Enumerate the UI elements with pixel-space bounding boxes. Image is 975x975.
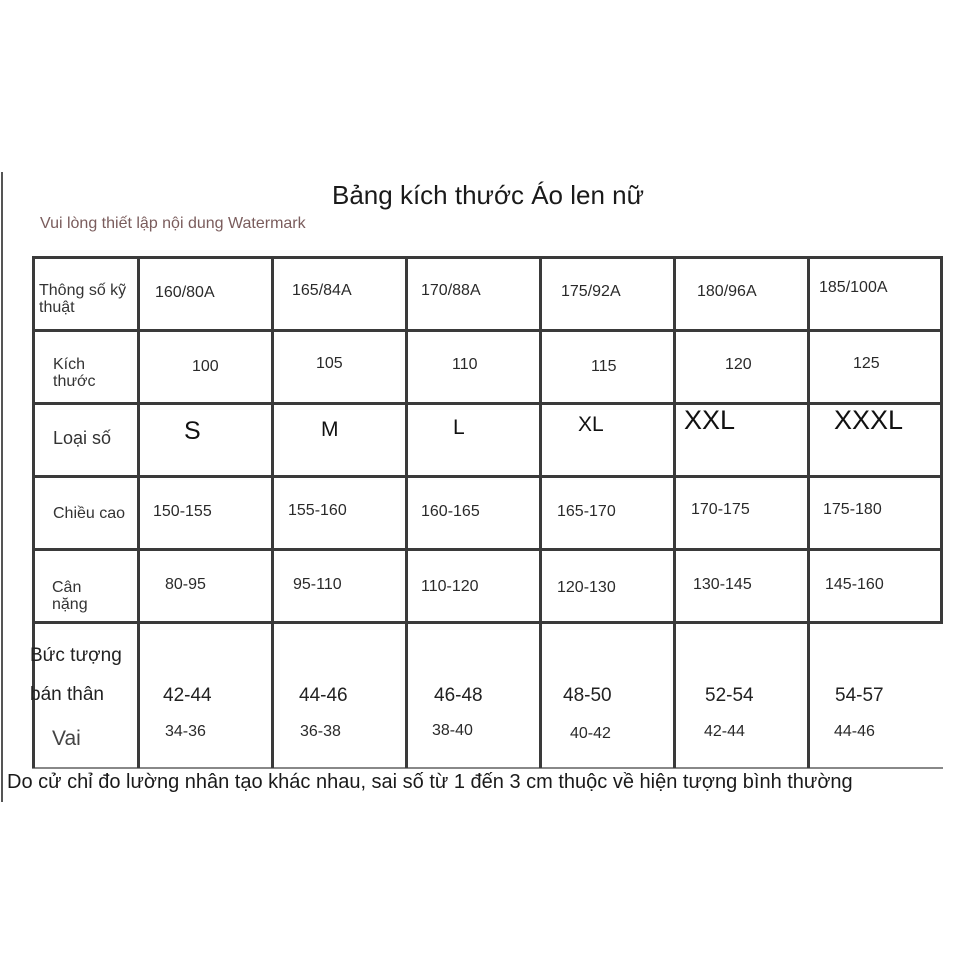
cell-spec: 160/80A [155, 284, 215, 301]
cell-height: 150-155 [153, 503, 212, 520]
row-label-spec: Thông số kỹ thuật [39, 282, 127, 316]
cell-height: 165-170 [557, 503, 616, 520]
row-label-bust-2: bán thân [30, 684, 104, 705]
row-label-bust-1: Bức tượng [30, 645, 122, 666]
cell-spec: 185/100A [819, 279, 888, 296]
cell-shoulder: 44-46 [834, 723, 875, 740]
row-label-weight: Cân nặng [52, 579, 88, 613]
cell-shoulder: 40-42 [570, 725, 611, 742]
cell-bust: 44-46 [299, 685, 348, 706]
cell-weight: 130-145 [693, 576, 752, 593]
table-rule [405, 256, 408, 768]
cell-type: XXL [684, 405, 736, 435]
cell-weight: 95-110 [293, 576, 342, 593]
cell-type: M [321, 418, 339, 441]
cell-type: XL [578, 413, 604, 436]
cell-type: L [453, 416, 465, 439]
cell-spec: 170/88A [421, 282, 481, 299]
row-label-type: Loại số [53, 428, 112, 448]
cell-weight: 145-160 [825, 576, 884, 593]
cell-size: 105 [316, 355, 343, 372]
cell-weight: 120-130 [557, 579, 616, 596]
watermark-text: Vui lòng thiết lập nội dung Watermark [40, 215, 306, 232]
cell-height: 170-175 [691, 501, 750, 518]
footnote: Do cử chỉ đo lường nhân tạo khác nhau, sai số từ 1 đến 3 cm thuộc về hiện tượng bình thường [7, 771, 853, 793]
cell-bust: 52-54 [705, 685, 754, 706]
table-rule [539, 256, 542, 768]
cell-size: 115 [591, 358, 617, 375]
table-rule [271, 256, 274, 768]
cell-height: 175-180 [823, 501, 882, 518]
cell-size: 100 [192, 358, 219, 375]
cell-bust: 54-57 [835, 685, 884, 706]
row-label-height: Chiều cao [53, 505, 126, 522]
cell-shoulder: 42-44 [704, 723, 745, 740]
cell-weight: 110-120 [421, 578, 479, 595]
cell-shoulder: 34-36 [165, 723, 206, 740]
row-label-size: Kích thước [53, 356, 96, 390]
table-rule [673, 256, 676, 768]
cell-spec: 180/96A [697, 283, 757, 300]
cell-bust: 48-50 [563, 685, 612, 706]
cell-type: XXXL [834, 405, 904, 435]
cell-shoulder: 38-40 [432, 722, 473, 739]
table-rule [940, 256, 943, 622]
cell-size: 110 [452, 356, 478, 373]
cell-spec: 175/92A [561, 283, 621, 300]
cell-shoulder: 36-38 [300, 723, 341, 740]
cell-height: 155-160 [288, 502, 347, 519]
row-label-shoulder: Vai [52, 727, 81, 750]
cell-bust: 46-48 [434, 685, 483, 706]
table-rule [137, 256, 140, 768]
cell-spec: 165/84A [292, 282, 352, 299]
cell-weight: 80-95 [165, 576, 206, 593]
table-rule [807, 256, 810, 768]
chart-title: Bảng kích thước Áo len nữ [332, 180, 645, 210]
left-border [1, 172, 3, 802]
cell-size: 120 [725, 356, 752, 373]
cell-bust: 42-44 [163, 685, 212, 706]
cell-height: 160-165 [421, 503, 480, 520]
cell-type: S [184, 417, 201, 445]
cell-size: 125 [853, 355, 880, 372]
